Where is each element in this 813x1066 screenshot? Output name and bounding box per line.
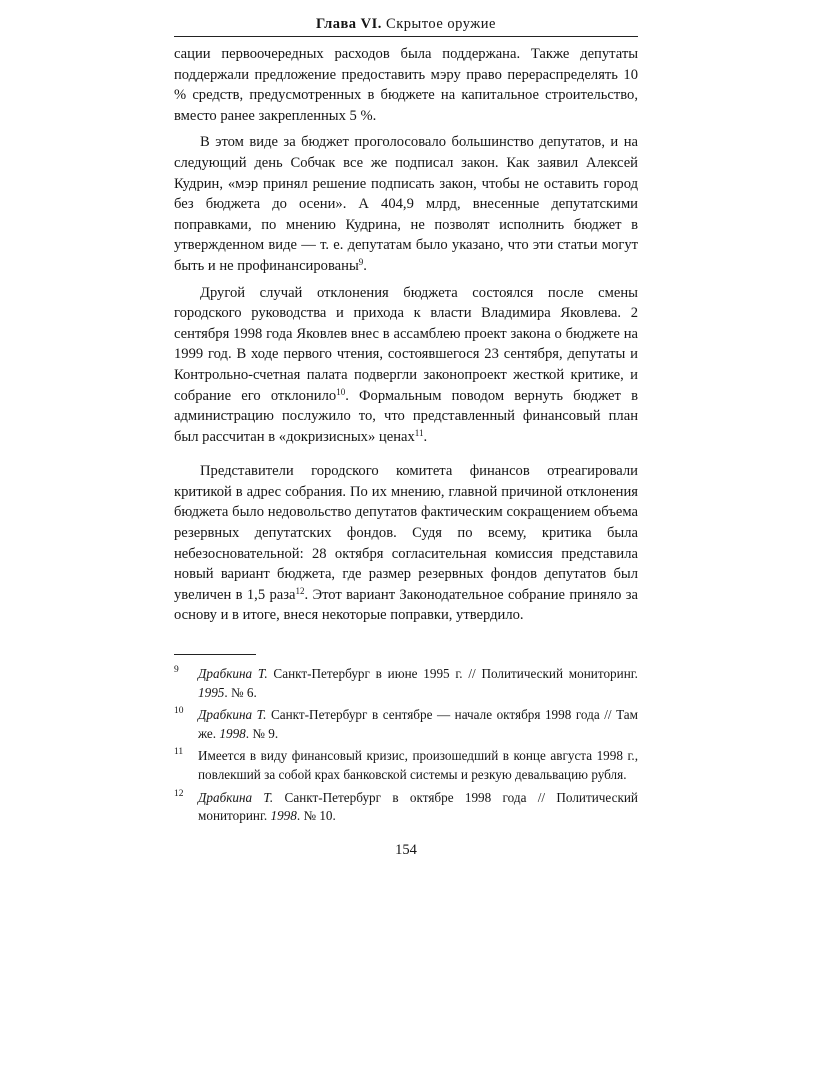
footnote-9: 9 Драбкина Т. Санкт-Петербург в июне 1995 г. // Политический мониторинг. 1995. № 6.	[174, 665, 638, 702]
footnote-number: 10	[174, 706, 184, 717]
footnote-author: Драбкина Т.	[198, 707, 267, 723]
header-rule	[174, 36, 638, 37]
chapter-title: Скрытое оружие	[386, 16, 496, 32]
footnote-author: Драбкина Т.	[198, 789, 274, 805]
paragraph-yakovlev-budget: Другой случай отклонения бюджета состоялся после смены городского руководства и прихода к власти Владимира Яковлева. 2 сентября 1998 года Яковлев внес в ассамблею проект закона о бюджете на 1999 год. В ходе первого чтения, состоявшегося 23 сентября, депутаты и Контрольно-счетная палата подвергли законопроект жесткой критике, и собрание его отклонило$^{10}$. Формальным поводом вернуть бюджет в администрацию послужило то, что представленный финансовый план был рассчитан в «докризисных» ценах$^{11}$.	[174, 284, 638, 445]
footnotes	[174, 665, 638, 826]
footnote-rule	[174, 654, 256, 655]
footnote-number: 9	[174, 665, 179, 676]
footnote-11	[174, 747, 638, 784]
footnote-author: Драбкина Т.	[198, 666, 268, 682]
body-text	[174, 44, 638, 626]
footnote-text: Имеется в виду финансовый кризис, произошедший в конце августа 1998 г., повлекший за собой крах банковской системы и резкую девальвацию рубля.	[198, 748, 638, 782]
footnote-year: 1995	[198, 684, 225, 700]
book-page	[174, 14, 638, 859]
paragraph-budget-vote: В этом виде за бюджет проголосовало большинство депутатов, и на следующий день Собчак все же подписал закон. Как заявил Алексей Кудрин, «мэр принял решение подписать закон, чтобы не оставить город без бюджета до осени». А 404,9 млрд, внесенные депутатскими поправками, по мнению Кудрина, не позволят исполнить бюджет в утвержденном виде — т. е. депутатам было указано, что эти статьи могут быть и не профинансированы$^9$.	[174, 134, 638, 274]
paragraph-continued: сации первоочередных расходов была поддержана. Также депутаты поддержали предложение предоставить мэру право перераспределять 10 % средств, предусмотренных в бюджете на капитальное строительство, вместо ранее закрепленных 5 %.	[174, 46, 638, 124]
footnote-year: 1998	[270, 808, 297, 824]
footnote-ref-11[interactable]: 11	[414, 427, 424, 438]
running-header	[174, 14, 638, 34]
footnote-number: 12	[174, 788, 184, 799]
paragraph-finance-committee: Представители городского комитета финансов отреагировали критикой в адрес собрания. По их мнению, главной причиной отклонения бюджета было недовольство депутатов фактическим сокращением объема резервных депутатских фондов. Судя по всему, критика была небезосновательной: 28 октября согласительная комиссия представила новый вариант бюджета, где размер резервных фондов депутатов был увеличен в 1,5 раза$^{12}$. Этот вариант Законодательное собрание приняло за основу и в итоге, внеся некоторые поправки, утвердило.	[174, 463, 638, 624]
footnote-ref-10[interactable]: 10	[336, 386, 346, 397]
footnote-year: 1998	[219, 725, 246, 741]
footnote-number: 11	[174, 747, 184, 758]
footnote-ref-12[interactable]: 12	[295, 585, 305, 596]
chapter-number: Глава VI.	[316, 16, 382, 32]
footnote-ref-9[interactable]: 9	[358, 256, 364, 267]
footnote-10: 10 Драбкина Т. Санкт-Петербург в сентябре — начале октября 1998 года // Там же. 1998. № 9.	[174, 706, 638, 743]
page-number: 154	[395, 841, 417, 858]
footnote-12: 12 Драбкина Т. Санкт-Петербург в октябре 1998 года // Политический мониторинг. 1998. № 10.	[174, 789, 638, 826]
